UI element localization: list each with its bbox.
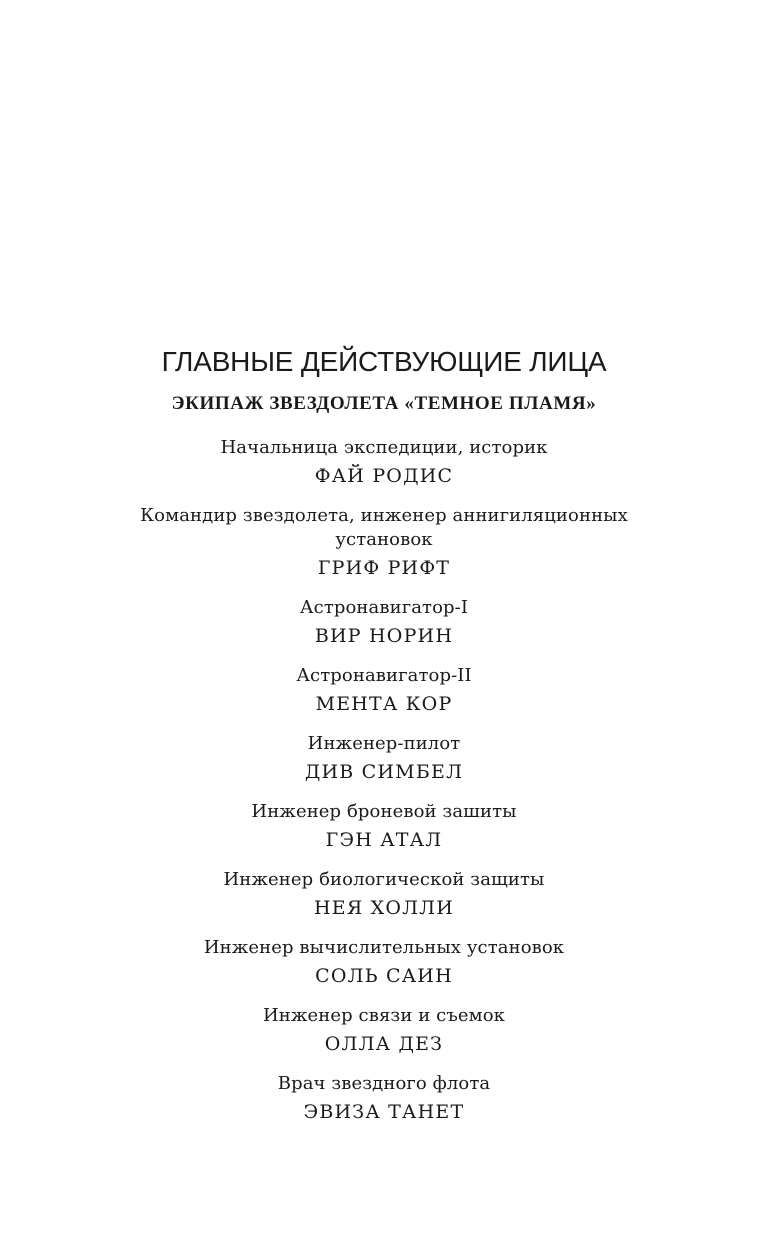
crew-entry bbox=[0, 664, 768, 718]
crew-name: ОЛЛА ДЕЗ bbox=[324, 1033, 444, 1055]
crew-name: СОЛЬ САИН bbox=[315, 965, 453, 987]
characters-section bbox=[0, 340, 768, 1140]
crew-entry bbox=[0, 596, 768, 650]
crew-list bbox=[0, 436, 768, 1126]
crew-role: Командир звездолета, инженер аннигиляционных установок bbox=[140, 505, 628, 550]
crew-role: Инженер броневой зашиты bbox=[251, 801, 517, 822]
crew-entry bbox=[0, 436, 768, 490]
crew-name: ДИВ СИМБЕЛ bbox=[304, 761, 464, 783]
crew-entry bbox=[0, 504, 768, 582]
crew-entry bbox=[0, 936, 768, 990]
crew-role: Инженер-пилот bbox=[307, 733, 461, 754]
crew-name: ФАЙ РОДИС bbox=[314, 465, 454, 487]
crew-name: ВИР НОРИН bbox=[314, 625, 454, 647]
crew-role: Астронавигатор-II bbox=[296, 665, 472, 686]
crew-entry bbox=[0, 800, 768, 854]
crew-entry bbox=[0, 1072, 768, 1126]
crew-name: ГРИФ РИФТ bbox=[317, 557, 451, 579]
crew-name: МЕНТА КОР bbox=[315, 693, 453, 715]
crew-role: Инженер биологической защиты bbox=[223, 869, 545, 890]
crew-name: НЕЯ ХОЛЛИ bbox=[313, 897, 454, 919]
crew-entry bbox=[0, 732, 768, 786]
crew-entry bbox=[0, 1004, 768, 1058]
crew-role: Астронавигатор-I bbox=[299, 597, 469, 618]
crew-name: ЭВИЗА ТАНЕТ bbox=[303, 1101, 465, 1123]
crew-role: Врач звездного флота bbox=[277, 1073, 491, 1094]
crew-role: Инженер вычислительных установок bbox=[203, 937, 565, 958]
crew-entry bbox=[0, 868, 768, 922]
crew-role: Инженер связи и съемок bbox=[262, 1005, 506, 1026]
page-title: ГЛАВНЫЕ ДЕЙСТВУЮЩИЕ ЛИЦА bbox=[161, 346, 607, 377]
section-subtitle: ЭКИПАЖ ЗВЕЗДОЛЕТА «ТЕМНОЕ ПЛАМЯ» bbox=[171, 393, 597, 414]
crew-name: ГЭН АТАЛ bbox=[325, 829, 443, 851]
crew-role: Начальница экспедиции, историк bbox=[220, 437, 548, 458]
